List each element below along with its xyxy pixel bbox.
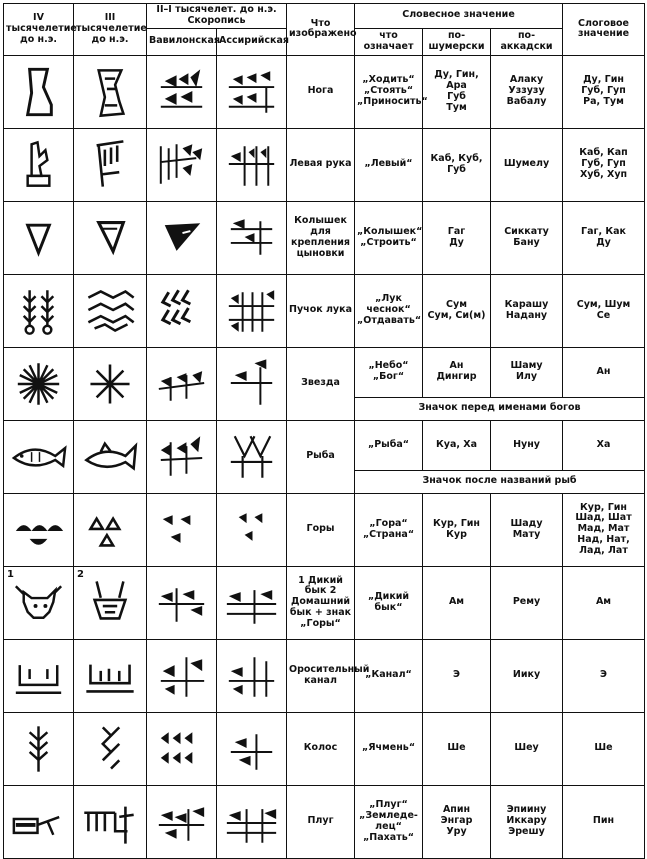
sign-fish-iii [74,420,147,493]
sign-bull-iv [4,566,74,639]
akkadian-cell: Шумелу [491,128,563,201]
sign-grain-iii [74,712,147,785]
sumerian-cell: Ам [423,566,491,639]
akkadian-cell: Эпиину Иккару Эрешу [491,785,563,858]
depicts-cell: Плуг [287,785,355,858]
cuneiform-table [3,3,645,859]
syllabic-cell: Пин [563,785,645,858]
bull-number-1: 1 [7,568,14,580]
syllabic-cell: Ха [563,420,645,470]
means-cell: „Рыба“ [355,420,423,470]
table-row [4,785,645,858]
sign-hand-iii [74,128,147,201]
note-gods: Значок перед именами богов [355,397,645,420]
means-cell: „Лук чеснок“ „Отдавать“ [355,274,423,347]
syllabic-cell: Э [563,639,645,712]
table-row [4,712,645,785]
header-syllabic: Слоговое значение [563,4,645,56]
syllabic-cell: Ам [563,566,645,639]
header-means: что означает [355,28,423,55]
table-row [4,201,645,274]
syllabic-cell: Гаг, Как Ду [563,201,645,274]
table-row [4,566,645,639]
sumerian-cell: Куа, Ха [423,420,491,470]
note-fish: Значок после названий рыб [355,470,645,493]
bull-number-2: 2 [77,568,84,580]
means-cell: „Левый“ [355,128,423,201]
sign-bull-assyrian [217,566,287,639]
sign-canal-iii [74,639,147,712]
sumerian-cell: Ан Дингир [423,347,491,397]
akkadian-cell: Рему [491,566,563,639]
sign-grain-assyrian [217,712,287,785]
sign-mountains-iii [74,493,147,566]
table-row [4,128,645,201]
syllabic-cell: Сум, Шум Се [563,274,645,347]
sign-bull-iii [74,566,147,639]
sign-foot-babylonian [147,55,217,128]
sign-onion-iii [74,274,147,347]
header-babylonian: Вавилонская [147,28,217,55]
sumerian-cell: Ду, Гин, Ара Губ Тум [423,55,491,128]
sumerian-cell: Сум Сум, Си(м) [423,274,491,347]
depicts-cell: Колос [287,712,355,785]
sign-foot-assyrian [217,55,287,128]
sumerian-cell: Гаг Ду [423,201,491,274]
sign-hand-assyrian [217,128,287,201]
syllabic-cell: Ше [563,712,645,785]
means-cell: „Ячмень“ [355,712,423,785]
header-iii-millennium: III тысячелетие до н.э. [74,4,147,56]
table-row [4,347,645,397]
akkadian-cell: Шаму Илу [491,347,563,397]
sign-canal-iv [4,639,74,712]
means-cell: „Дикий бык“ [355,566,423,639]
sign-canal-babylonian [147,639,217,712]
sign-fish-assyrian [217,420,287,493]
sign-bull-babylonian [147,566,217,639]
sign-hand-iv [4,128,74,201]
table-row [4,55,645,128]
akkadian-cell: Нуну [491,420,563,470]
depicts-cell: 1 Дикий бык 2 Домашний бык + знак „Горы“ [287,566,355,639]
sign-canal-assyrian [217,639,287,712]
sign-plough-iv [4,785,74,858]
sign-mountains-assyrian [217,493,287,566]
sign-plough-assyrian [217,785,287,858]
sumerian-cell: Кур, Гин Кур [423,493,491,566]
table-row [4,274,645,347]
table-row [4,493,645,566]
header-assyrian: Ассирийская [217,28,287,55]
sign-onion-assyrian [217,274,287,347]
sign-star-iv [4,347,74,420]
sign-star-iii [74,347,147,420]
means-cell: „Гора“ „Страна“ [355,493,423,566]
syllabic-cell: Ан [563,347,645,397]
depicts-cell: Рыба [287,420,355,493]
sign-hand-babylonian [147,128,217,201]
syllabic-cell: Кур, Гин Шад, Шат Мад, Мат Над, Нат, Лад, Лат [563,493,645,566]
depicts-cell: Горы [287,493,355,566]
header-iv-millennium: IV тысячелетие до н.э. [4,4,74,56]
depicts-cell: Пучок лука [287,274,355,347]
sign-plough-babylonian [147,785,217,858]
header-cursive: II–I тысячелет. до н.э. Скоропись [147,4,287,29]
akkadian-cell: Алаку Уззузу Вабалу [491,55,563,128]
header-akkadian: по-аккадски [491,28,563,55]
syllabic-cell: Каб, Кап Губ, Гуп Хуб, Хуп [563,128,645,201]
table-row [4,639,645,712]
sign-foot-iii [74,55,147,128]
sumerian-cell: Апин Энгар Уру [423,785,491,858]
depicts-cell: Нога [287,55,355,128]
means-cell: „Колышек“ „Строить“ [355,201,423,274]
sign-star-babylonian [147,347,217,420]
means-cell: „Небо“ „Бог“ [355,347,423,397]
means-cell: „Ходить“ „Стоять“ „Приносить“ [355,55,423,128]
sumerian-cell: Э [423,639,491,712]
header-depicts: Что изображено [287,4,355,56]
sign-fish-babylonian [147,420,217,493]
akkadian-cell: Карашу Надану [491,274,563,347]
means-cell: „Канал“ [355,639,423,712]
sign-peg-assyrian [217,201,287,274]
sign-foot-iv [4,55,74,128]
syllabic-cell: Ду, Гин Губ, Гуп Ра, Тум [563,55,645,128]
sign-onion-iv [4,274,74,347]
depicts-cell: Левая рука [287,128,355,201]
sign-mountains-iv [4,493,74,566]
sign-fish-iv [4,420,74,493]
sign-plough-iii [74,785,147,858]
depicts-cell: Колышек для крепления цыновки [287,201,355,274]
akkadian-cell: Иику [491,639,563,712]
sign-onion-babylonian [147,274,217,347]
sign-mountains-babylonian [147,493,217,566]
sumerian-cell: Ше [423,712,491,785]
sign-star-assyrian [217,347,287,420]
header-sumerian: по-шумерски [423,28,491,55]
table-row [4,420,645,470]
depicts-cell: Оросительный канал [287,639,355,712]
akkadian-cell: Шаду Мату [491,493,563,566]
sign-grain-babylonian [147,712,217,785]
sign-peg-iii [74,201,147,274]
sign-grain-iv [4,712,74,785]
means-cell: „Плуг“ „Земледе- лец“ „Пахать“ [355,785,423,858]
akkadian-cell: Сиккату Бану [491,201,563,274]
sign-peg-iv [4,201,74,274]
akkadian-cell: Шеу [491,712,563,785]
sign-peg-babylonian [147,201,217,274]
depicts-cell: Звезда [287,347,355,420]
sumerian-cell: Каб, Куб, Губ [423,128,491,201]
header-verbal-meaning: Словесное значение [355,4,563,29]
